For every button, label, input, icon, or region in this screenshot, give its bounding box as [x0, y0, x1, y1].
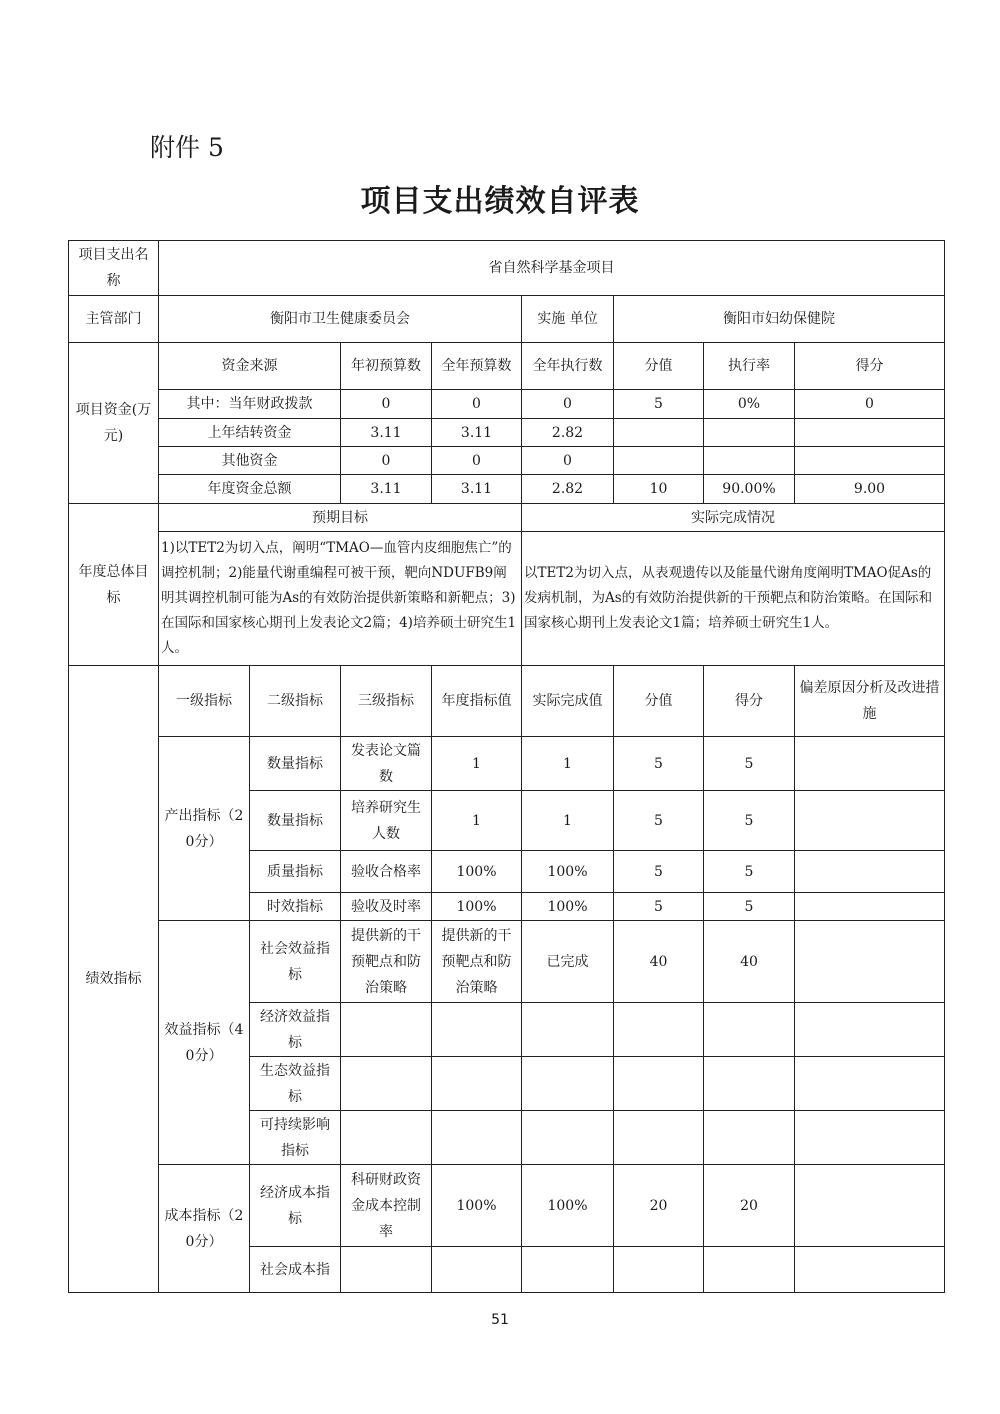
points-cell: [614, 1247, 704, 1293]
level3-cell: [341, 1003, 432, 1057]
funds-col-executed: 全年执行数: [522, 343, 614, 390]
level3-cell: [341, 1057, 432, 1111]
actual-cell: 已完成: [522, 921, 614, 1003]
score-cell: 20: [704, 1165, 795, 1247]
expected-goal-text: 1)以TET2为切入点，阐明“TMAO—血管内皮细胞焦亡”的调控机制；2)能量代谢重编程可被干预，靶向NDUFB9阐明其调控机制可能为As的有效防治提供新策略和新靶点；3)在国际和国家核心期刊上发表论文2篇；4)培养硕士研究生1人。: [159, 532, 522, 666]
points-cell: 20: [614, 1165, 704, 1247]
perf-col-target: 年度指标值: [432, 666, 522, 737]
target-cell: 1: [432, 791, 522, 851]
deviation-cell: [795, 791, 945, 851]
level3-cell: 验收合格率: [341, 851, 432, 893]
impl-label: 实施 单位: [522, 296, 614, 343]
score-cell: [704, 1003, 795, 1057]
perf-col-points: 分值: [614, 666, 704, 737]
level3-cell: 验收及时率: [341, 893, 432, 921]
funds-row: [69, 447, 945, 475]
score-cell: 40: [704, 921, 795, 1003]
level3-cell: 科研财政资金成本控制率: [341, 1165, 432, 1247]
document-title: 项目支出绩效自评表: [360, 184, 640, 219]
target-cell: 1: [432, 737, 522, 791]
fund-annual: 3.11: [432, 419, 522, 447]
level2-cell: 经济效益指标: [250, 1003, 341, 1057]
fund-source: 年度资金总额: [159, 475, 341, 504]
score-cell: 5: [704, 851, 795, 893]
funds-total-row: [69, 475, 945, 504]
fund-rate: 0%: [704, 390, 795, 419]
score-cell: [704, 1111, 795, 1165]
fund-source: 上年结转资金: [159, 419, 341, 447]
funds-col-annual: 全年预算数: [432, 343, 522, 390]
target-cell: 100%: [432, 1165, 522, 1247]
deviation-cell: [795, 1057, 945, 1111]
perf-col-level1: 一级指标: [159, 666, 250, 737]
points-cell: 5: [614, 893, 704, 921]
fund-annual: 3.11: [432, 475, 522, 504]
dept-value: 衡阳市卫生健康委员会: [159, 296, 522, 343]
target-cell: [432, 1003, 522, 1057]
dept-label: 主管部门: [69, 296, 159, 343]
actual-result-header: 实际完成情况: [522, 504, 945, 532]
score-cell: [704, 1247, 795, 1293]
fund-annual: 0: [432, 390, 522, 419]
level3-cell: [341, 1111, 432, 1165]
level3-cell: 培养研究生人数: [341, 791, 432, 851]
funds-row: [69, 419, 945, 447]
level2-cell: 可持续影响指标: [250, 1111, 341, 1165]
perf-label: 绩效指标: [69, 666, 159, 1293]
level3-cell: 提供新的干预靶点和防治策略: [341, 921, 432, 1003]
points-cell: 5: [614, 737, 704, 791]
fund-points: [614, 419, 704, 447]
funds-col-points: 分值: [614, 343, 704, 390]
funds-header-row: [69, 343, 945, 390]
level2-cell: 质量指标: [250, 851, 341, 893]
deviation-cell: [795, 1003, 945, 1057]
fund-source: 其他资金: [159, 447, 341, 475]
fund-rate: [704, 447, 795, 475]
fund-initial: 0: [341, 390, 432, 419]
points-cell: 5: [614, 851, 704, 893]
target-cell: [432, 1111, 522, 1165]
points-cell: [614, 1057, 704, 1111]
points-cell: 5: [614, 791, 704, 851]
deviation-cell: [795, 1247, 945, 1293]
fund-points: [614, 447, 704, 475]
level2-cell: 生态效益指标: [250, 1057, 341, 1111]
actual-cell: 100%: [522, 851, 614, 893]
goals-content-row: [69, 532, 945, 666]
target-cell: 提供新的干预靶点和防治策略: [432, 921, 522, 1003]
fund-executed: 0: [522, 447, 614, 475]
goals-label: 年度总体目标: [69, 504, 159, 666]
attachment-label: 附件 5: [150, 133, 224, 162]
fund-score: 9.00: [795, 475, 945, 504]
funds-col-source: 资金来源: [159, 343, 341, 390]
funds-col-rate: 执行率: [704, 343, 795, 390]
fund-rate: [704, 419, 795, 447]
fund-rate: 90.00%: [704, 475, 795, 504]
perf-col-level2: 二级指标: [250, 666, 341, 737]
fund-initial: 0: [341, 447, 432, 475]
actual-cell: [522, 1057, 614, 1111]
fund-executed: 2.82: [522, 475, 614, 504]
fund-initial: 3.11: [341, 419, 432, 447]
deviation-cell: [795, 851, 945, 893]
level2-cell: 时效指标: [250, 893, 341, 921]
fund-source: 其中：当年财政拨款: [159, 390, 341, 419]
perf-col-actual: 实际完成值: [522, 666, 614, 737]
fund-points: 5: [614, 390, 704, 419]
fund-initial: 3.11: [341, 475, 432, 504]
actual-cell: 1: [522, 737, 614, 791]
target-cell: [432, 1247, 522, 1293]
points-cell: 40: [614, 921, 704, 1003]
score-cell: 5: [704, 791, 795, 851]
level2-cell: 数量指标: [250, 791, 341, 851]
actual-cell: [522, 1111, 614, 1165]
actual-cell: [522, 1247, 614, 1293]
department-row: [69, 296, 945, 343]
fund-score: [795, 419, 945, 447]
benefit-indicator-label: 效益指标（40分）: [159, 921, 250, 1165]
project-name-label: 项目支出名称: [69, 241, 159, 296]
score-cell: [704, 1057, 795, 1111]
perf-row: [69, 921, 945, 1003]
deviation-cell: [795, 893, 945, 921]
actual-cell: 1: [522, 791, 614, 851]
output-indicator-label: 产出指标（20分）: [159, 737, 250, 921]
perf-row: [69, 1165, 945, 1247]
project-name-value: 省自然科学基金项目: [159, 241, 945, 296]
score-cell: 5: [704, 737, 795, 791]
level3-cell: 发表论文篇数: [341, 737, 432, 791]
fund-annual: 0: [432, 447, 522, 475]
funds-col-score: 得分: [795, 343, 945, 390]
actual-cell: 100%: [522, 893, 614, 921]
goals-header-row: [69, 504, 945, 532]
deviation-cell: [795, 1165, 945, 1247]
funds-col-initial: 年初预算数: [341, 343, 432, 390]
fund-executed: 0: [522, 390, 614, 419]
cost-indicator-label: 成本指标（20分）: [159, 1165, 250, 1293]
perf-header-row: [69, 666, 945, 737]
funds-row: [69, 390, 945, 419]
evaluation-table: [68, 240, 945, 1293]
page-number: 51: [491, 1312, 509, 1328]
target-cell: 100%: [432, 893, 522, 921]
target-cell: [432, 1057, 522, 1111]
deviation-cell: [795, 921, 945, 1003]
perf-row: [69, 737, 945, 791]
points-cell: [614, 1003, 704, 1057]
fund-score: 0: [795, 390, 945, 419]
points-cell: [614, 1111, 704, 1165]
perf-col-level3: 三级指标: [341, 666, 432, 737]
project-name-row: [69, 241, 945, 296]
perf-col-deviation: 偏差原因分析及改进措施: [795, 666, 945, 737]
actual-cell: [522, 1003, 614, 1057]
expected-goal-header: 预期目标: [159, 504, 522, 532]
level2-cell: 经济成本指标: [250, 1165, 341, 1247]
fund-executed: 2.82: [522, 419, 614, 447]
fund-score: [795, 447, 945, 475]
fund-points: 10: [614, 475, 704, 504]
actual-cell: 100%: [522, 1165, 614, 1247]
deviation-cell: [795, 737, 945, 791]
impl-value: 衡阳市妇幼保健院: [614, 296, 945, 343]
funds-label: 项目资金(万元): [69, 343, 159, 504]
perf-col-score: 得分: [704, 666, 795, 737]
deviation-cell: [795, 1111, 945, 1165]
level2-cell: 社会效益指标: [250, 921, 341, 1003]
target-cell: 100%: [432, 851, 522, 893]
score-cell: 5: [704, 893, 795, 921]
level3-cell: [341, 1247, 432, 1293]
level2-cell: 数量指标: [250, 737, 341, 791]
actual-result-text: 以TET2为切入点，从表观遗传以及能量代谢角度阐明TMAO促As的发病机制，为As的有效防治提供新的干预靶点和防治策略。在国际和国家核心期刊上发表论文1篇；培养硕士研究生1人。: [522, 532, 945, 666]
level2-cell: 社会成本指: [250, 1247, 341, 1293]
